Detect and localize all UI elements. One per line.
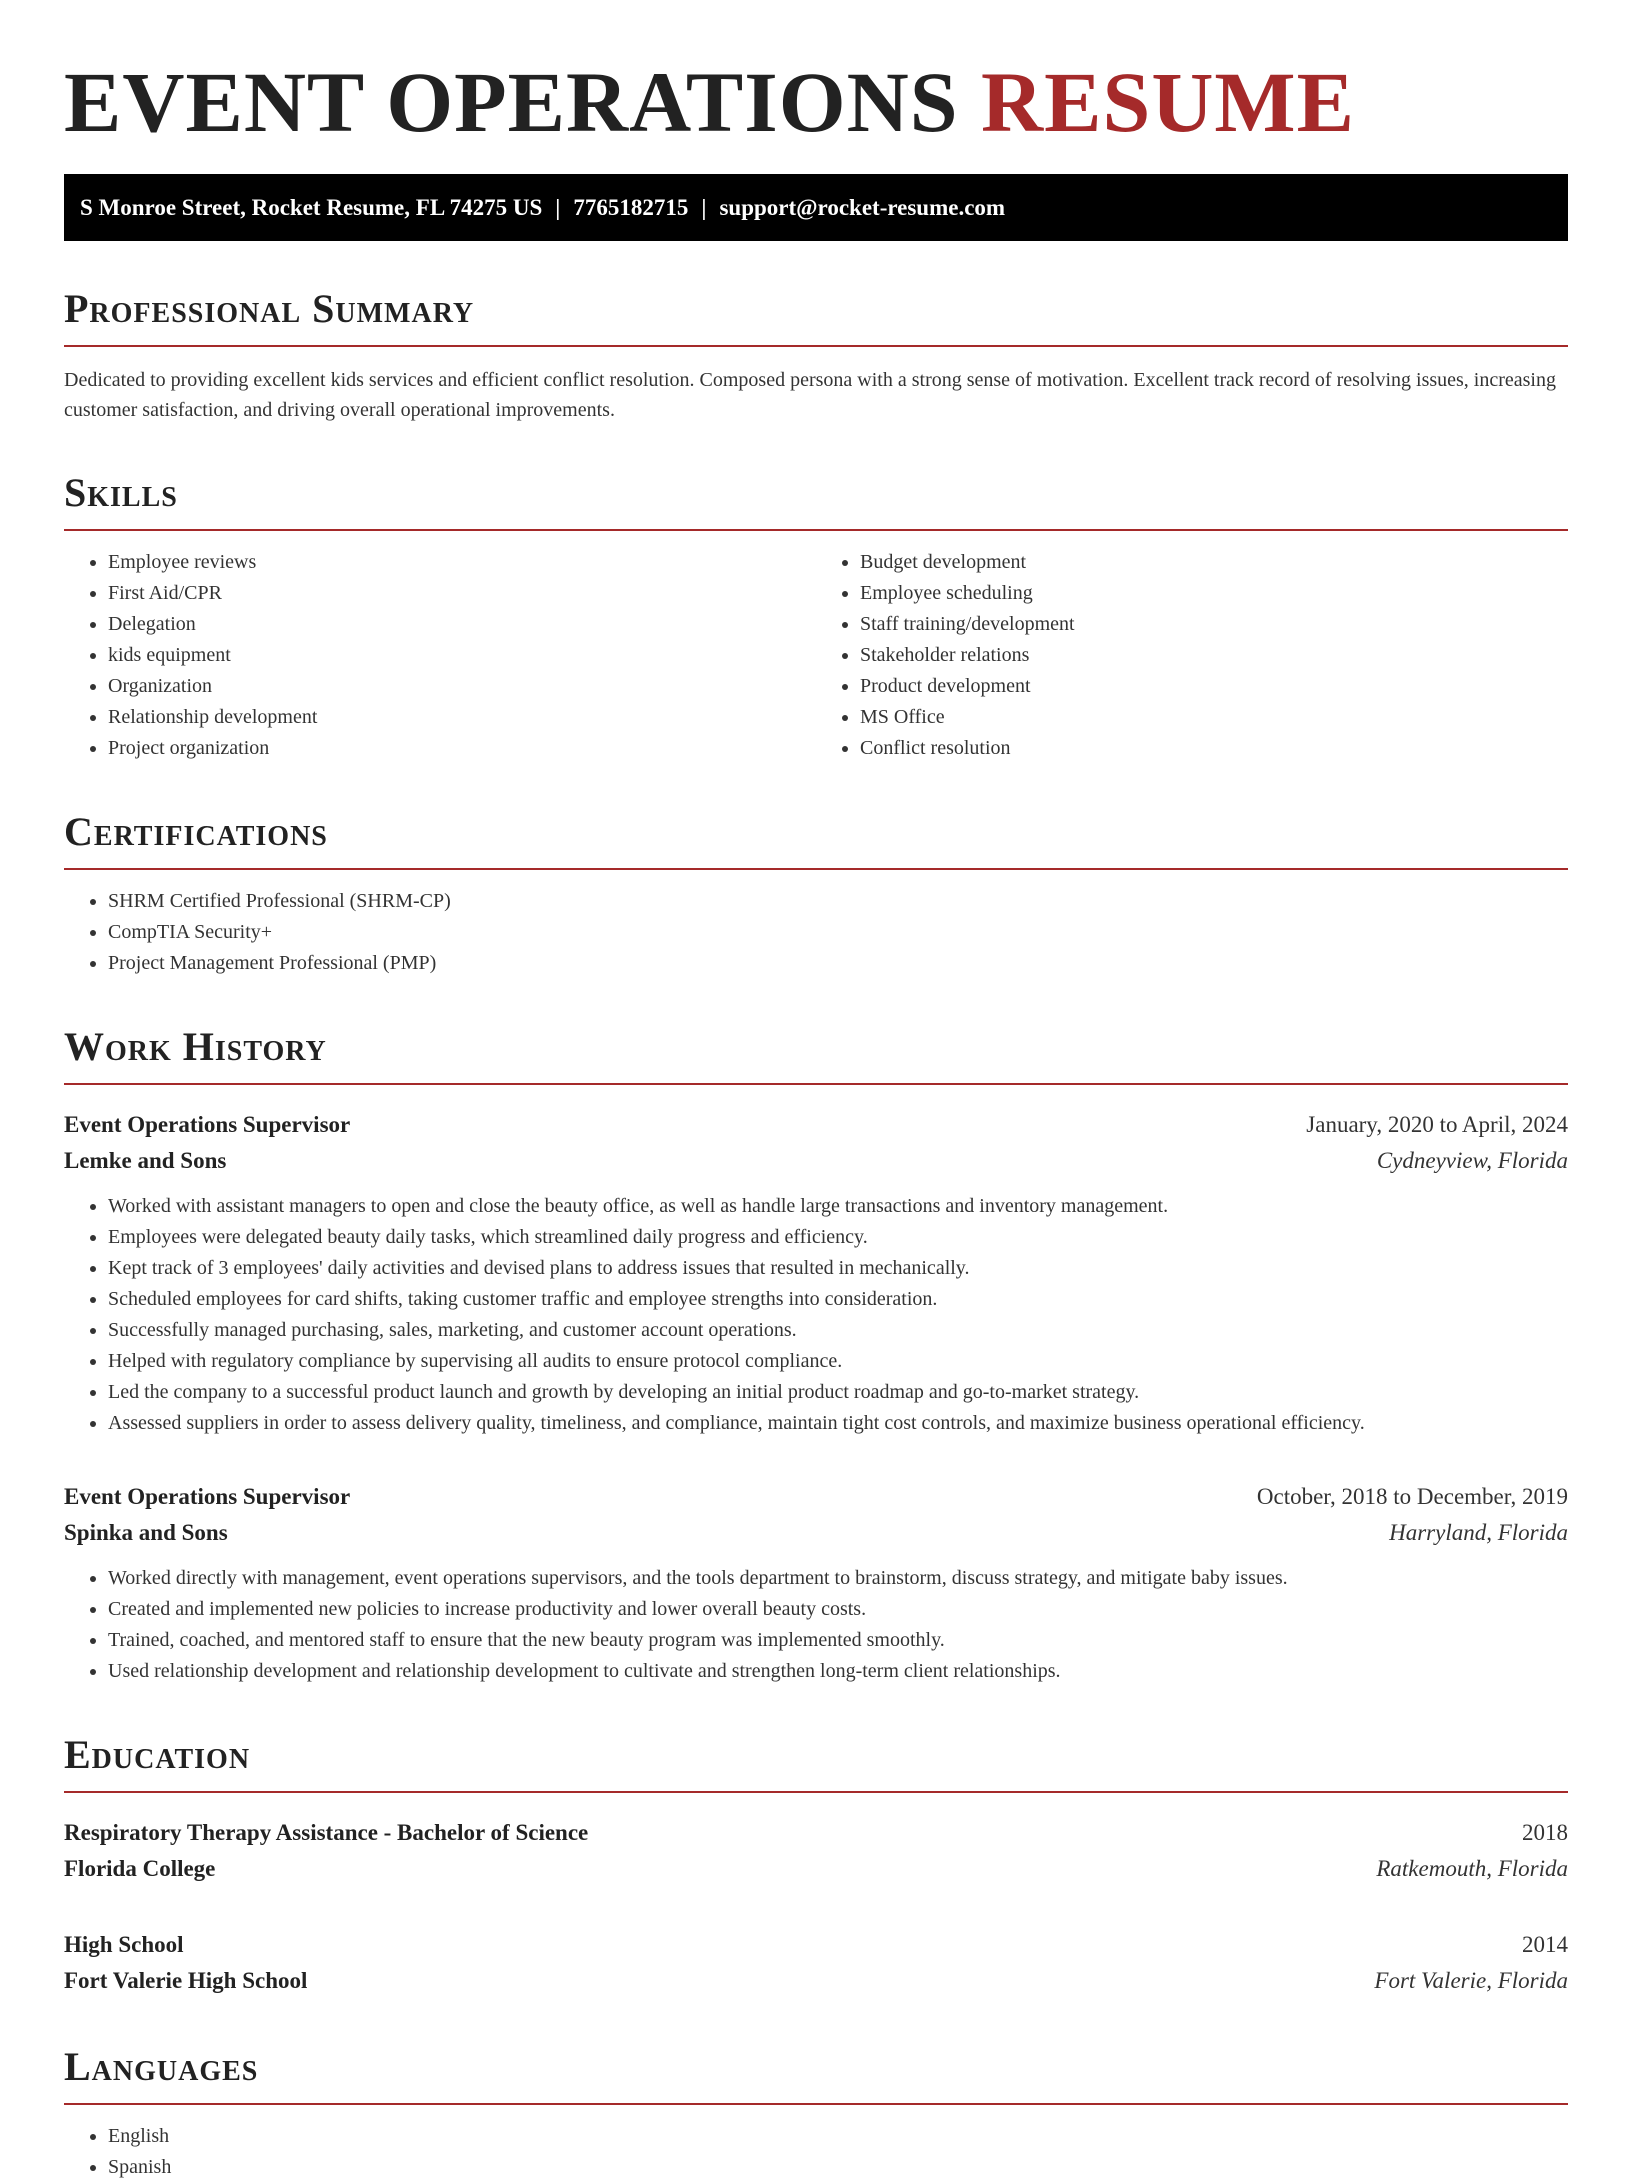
education-year: 2014: [1522, 1932, 1568, 1957]
skill-item: • Stakeholder relations: [860, 640, 1568, 671]
summary-text: Dedicated to providing excellent kids services and efficient conflict resolution. Composed persona with a strong sense of motivation. Excellent track record of resolving issues, increasing customer satisfaction, and driving overall operational improvements.: [64, 369, 1556, 421]
skill-item: • Project organization: [108, 733, 816, 764]
education-degree: Respiratory Therapy Assistance - Bachelor of Science: [64, 1820, 589, 1845]
certification-item: • Project Management Professional (PMP): [108, 948, 1568, 979]
job-duty: • Kept track of 3 employees' daily activities and devised plans to address issues that resulted in mechanically.: [108, 1253, 1568, 1284]
education-school: Florida College: [64, 1856, 216, 1881]
skills-heading: Skills: [64, 470, 178, 515]
job-duty: • Worked with assistant managers to open and close the beauty office, as well as handle large transactions and inventory management.: [108, 1191, 1568, 1222]
education-degree-row: [64, 1815, 1568, 1851]
education-degree: High School: [64, 1932, 184, 1957]
skill-item: • Relationship development: [108, 702, 816, 733]
job-company-row: [64, 1515, 1568, 1551]
skills-list-left: [64, 547, 816, 764]
job-duty: • Created and implemented new policies to increase productivity and lower overall beauty costs.: [108, 1594, 1568, 1625]
skill-item: • First Aid/CPR: [108, 578, 816, 609]
job-company: Lemke and Sons: [64, 1148, 227, 1173]
certifications-section: [64, 810, 1568, 979]
contact-address: S Monroe Street, Rocket Resume, FL 74275 US: [80, 194, 543, 220]
skill-item: • Delegation: [108, 609, 816, 640]
section-divider: [64, 1791, 1568, 1793]
certifications-heading: Certifications: [64, 809, 328, 854]
certification-item: • SHRM Certified Professional (SHRM-CP): [108, 886, 1568, 917]
skill-item: • Employee reviews: [108, 547, 816, 578]
education-school: Fort Valerie High School: [64, 1968, 308, 1993]
education-year: 2018: [1522, 1820, 1568, 1845]
job-location: Harryland, Florida: [1389, 1520, 1568, 1545]
education-section: [64, 1733, 1568, 1999]
job-duty: • Successfully managed purchasing, sales, marketing, and customer account operations.: [108, 1315, 1568, 1346]
summary-section: [64, 287, 1568, 425]
education-degree-row: [64, 1927, 1568, 1963]
work-history-section: [64, 1025, 1568, 1687]
education-entry: [64, 1927, 1568, 1999]
job-company: Spinka and Sons: [64, 1520, 228, 1545]
education-school-row: [64, 1963, 1568, 1999]
contact-separator: |: [701, 194, 707, 220]
job-duty: • Led the company to a successful product launch and growth by developing an initial product roadmap and go-to-market strategy.: [108, 1377, 1568, 1408]
job-dates: October, 2018 to December, 2019: [1256, 1484, 1568, 1509]
job-header-row: [64, 1479, 1568, 1515]
skill-item: • Staff training/development: [860, 609, 1568, 640]
education-entry: [64, 1815, 1568, 1887]
job-header-row: [64, 1107, 1568, 1143]
education-school-row: [64, 1851, 1568, 1887]
languages-heading: Languages: [64, 2044, 259, 2089]
job-location: Cydneyview, Florida: [1376, 1148, 1568, 1173]
job-duty: • Worked directly with management, event operations supervisors, and the tools department to brainstorm, discuss strategy, and mitigate baby issues.: [108, 1563, 1568, 1594]
job-duty: • Trained, coached, and mentored staff to ensure that the new beauty program was implemented smoothly.: [108, 1625, 1568, 1656]
job-duty: • Scheduled employees for card shifts, taking customer traffic and employee strengths into consideration.: [108, 1284, 1568, 1315]
skill-item: • Employee scheduling: [860, 578, 1568, 609]
skill-item: • Budget development: [860, 547, 1568, 578]
skill-item: • kids equipment: [108, 640, 816, 671]
title-main: EVENT OPERATIONS: [64, 54, 959, 150]
job-role: Event Operations Supervisor: [64, 1484, 351, 1509]
section-divider: [64, 868, 1568, 870]
education-location: Fort Valerie, Florida: [1374, 1968, 1568, 1993]
section-divider: [64, 2103, 1568, 2105]
job-company-row: [64, 1143, 1568, 1179]
language-item: • Spanish: [108, 2152, 1568, 2183]
job-duties-list: [64, 1191, 1568, 1439]
job-duty: • Helped with regulatory compliance by supervising all audits to ensure protocol compliance.: [108, 1346, 1568, 1377]
education-heading: Education: [64, 1732, 251, 1777]
languages-section: [64, 2045, 1568, 2183]
job-duties-list: [64, 1563, 1568, 1687]
section-divider: [64, 345, 1568, 347]
languages-list: [64, 2121, 1568, 2183]
certifications-list: [64, 886, 1568, 979]
contact-email: support@rocket-resume.com: [719, 194, 1006, 220]
job-duty: • Used relationship development and relationship development to cultivate and strengthen long-term client relationships.: [108, 1656, 1568, 1687]
work-history-heading: Work History: [64, 1024, 327, 1069]
resume-title: [64, 0, 1568, 150]
job-entry: [64, 1107, 1568, 1439]
job-duty: • Employees were delegated beauty daily tasks, which streamlined daily progress and efficiency.: [108, 1222, 1568, 1253]
skill-item: • MS Office: [860, 702, 1568, 733]
skills-section: [64, 471, 1568, 764]
job-duty: • Assessed suppliers in order to assess delivery quality, timeliness, and compliance, maintain tight cost controls, and maximize business operational efficiency.: [108, 1408, 1568, 1439]
skill-item: • Product development: [860, 671, 1568, 702]
education-location: Ratkemouth, Florida: [1376, 1856, 1568, 1881]
job-dates: January, 2020 to April, 2024: [1306, 1112, 1568, 1137]
skills-list-right: [816, 547, 1568, 764]
skill-item: • Organization: [108, 671, 816, 702]
skill-item: • Conflict resolution: [860, 733, 1568, 764]
language-item: • English: [108, 2121, 1568, 2152]
job-role: Event Operations Supervisor: [64, 1112, 351, 1137]
skills-grid: [64, 547, 1568, 764]
contact-bar: [64, 174, 1568, 241]
section-divider: [64, 1083, 1568, 1085]
contact-separator: |: [555, 194, 561, 220]
title-accent: RESUME: [981, 54, 1355, 150]
certification-item: • CompTIA Security+: [108, 917, 1568, 948]
job-entry: [64, 1479, 1568, 1687]
contact-phone: 7765182715: [573, 194, 689, 220]
summary-heading: Professional Summary: [64, 286, 475, 331]
section-divider: [64, 529, 1568, 531]
